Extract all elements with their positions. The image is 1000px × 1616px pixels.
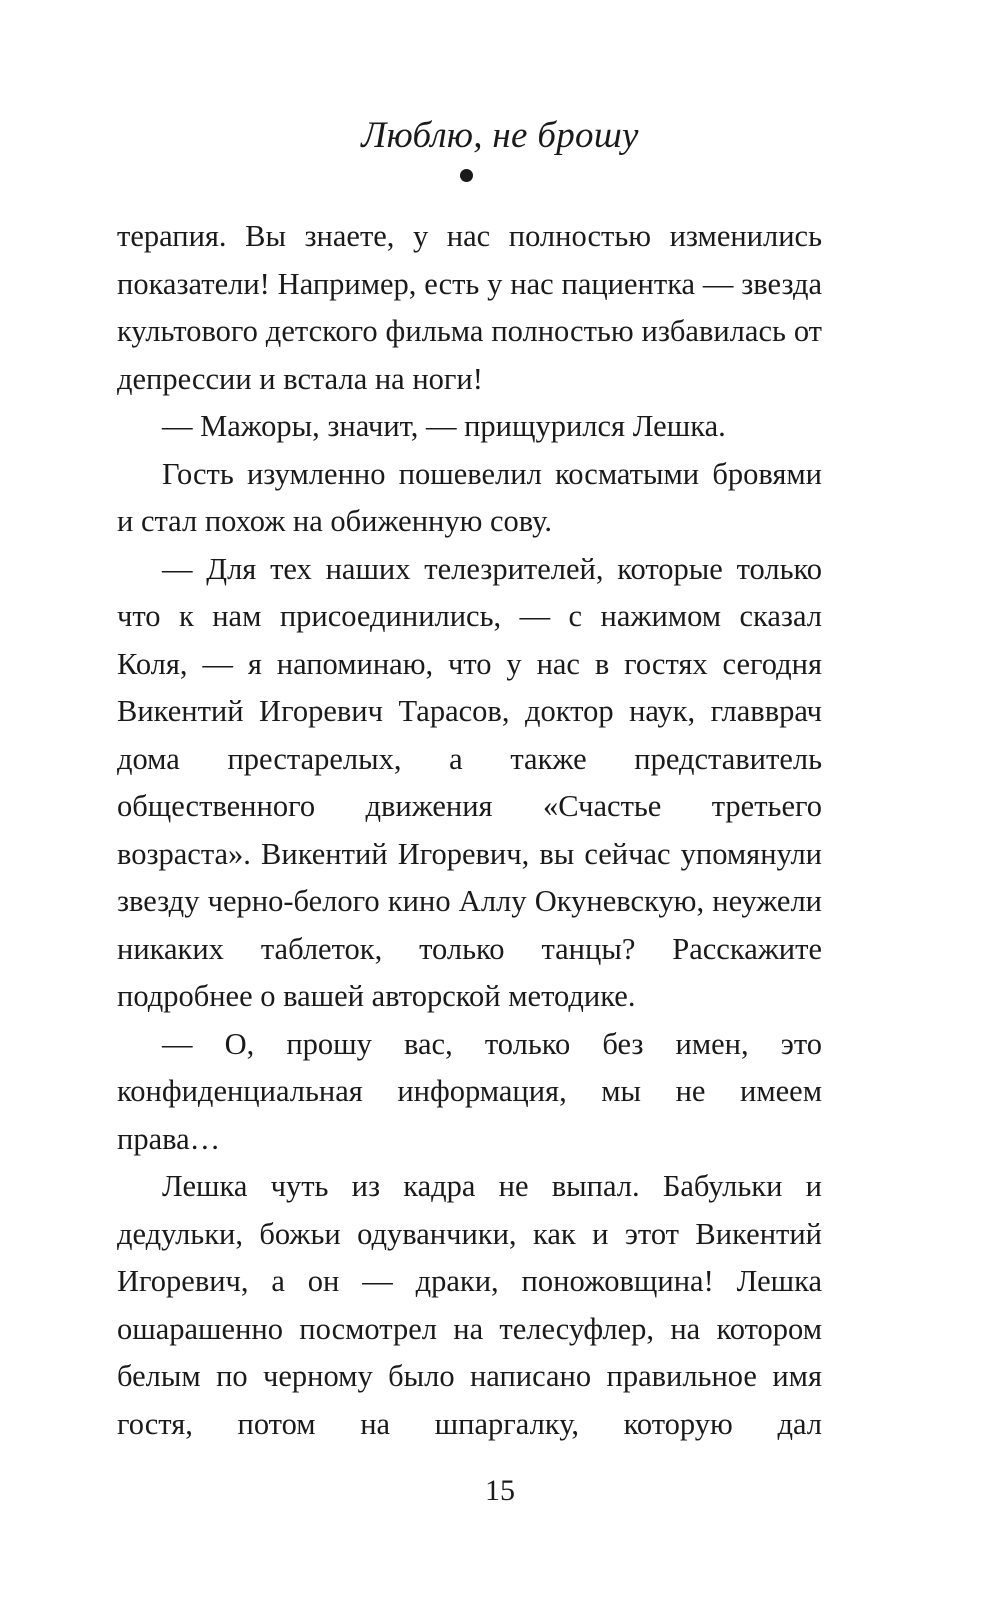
paragraph-5: — О, прошу вас, только без имен, это конфиденциальная информация, мы не имеем права…	[117, 1026, 822, 1156]
body-text	[117, 213, 822, 1448]
paragraph-1: терапия. Вы знаете, у нас полностью изменились показатели! Например, есть у нас пациентка — звезда культового детского фильма полностью избавилась от депрессии и встала на ноги!	[117, 219, 822, 396]
paragraph-4: — Для тех наших телезрителей, которые только что к нам присоединились, — с нажимом сказал Коля, — я напоминаю, что у нас в гостях сегодня Викентий Игоревич Тарасов, доктор наук, главврач дома престарелых, а также представитель общественного движения «Счастье третьего возраста». Викентий Игоревич, вы сейчас упомянули звезду черно-белого кино Аллу Окуневскую, неужели никаких таблеток, только танцы? Расскажите подробнее о вашей авторской методике.	[117, 551, 822, 1013]
paragraph-6: Лешка чуть из кадра не выпал. Бабульки и дедульки, божьи одуванчики, как и этот Викентий Игоревич, а он — драки, поножовщина! Лешка ошарашенно посмотрел на телесуфлер, на котором белым по черному было написано правильное имя гостя, потом на шпаргалку, которую дал	[117, 1169, 822, 1441]
header-bullet-ornament	[460, 169, 473, 182]
page-number: 15	[485, 1474, 515, 1507]
running-head-title: Люблю, не брошу	[361, 115, 639, 156]
paragraph-2: — Мажоры, значит, — прищурился Лешка.	[162, 409, 726, 443]
paragraph-3: Гость изумленно пошевелил косматыми бровями и стал похож на обиженную сову.	[117, 456, 822, 538]
